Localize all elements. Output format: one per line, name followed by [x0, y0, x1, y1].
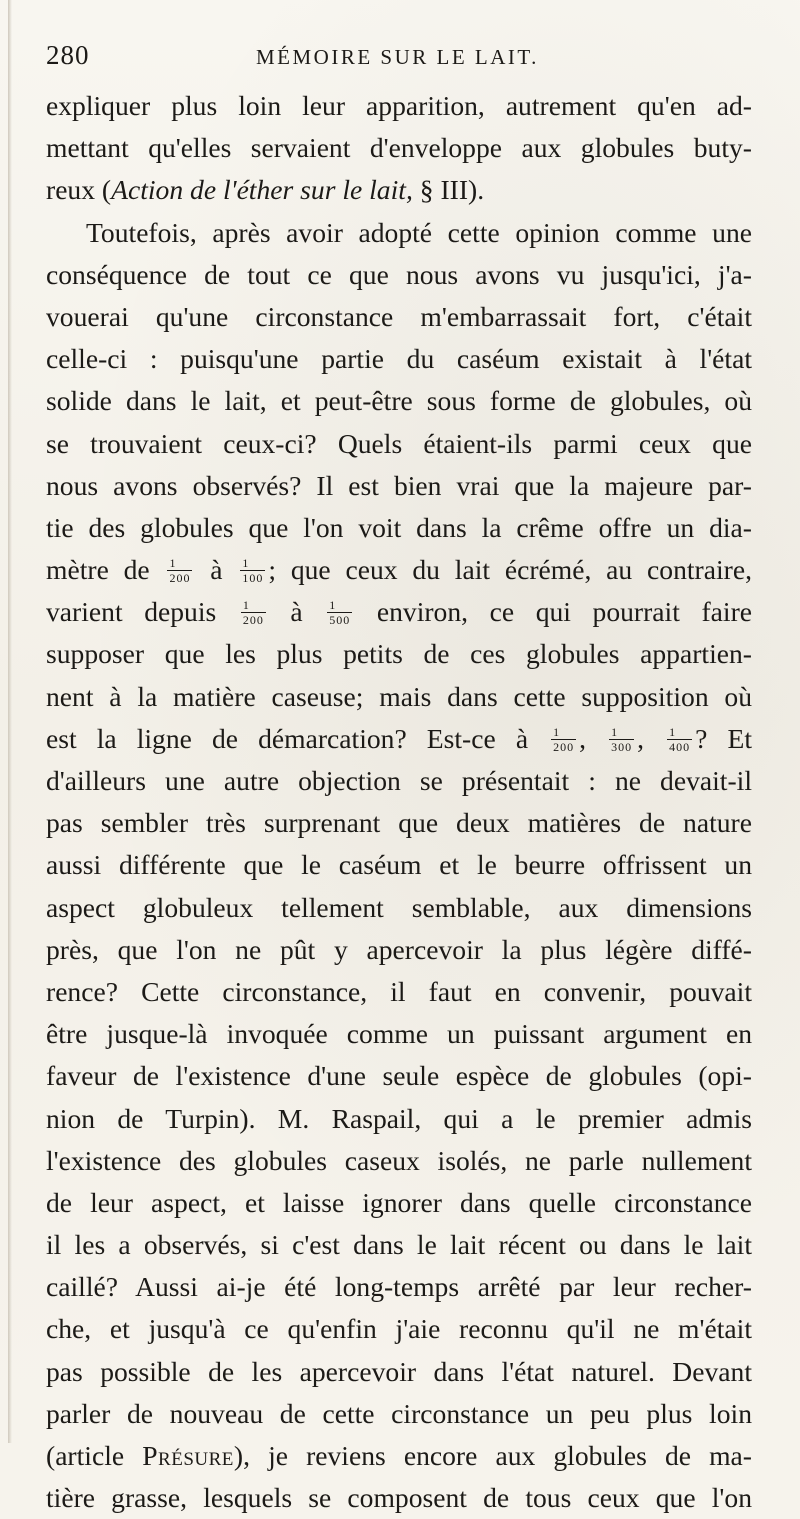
- text-line: pas possible de les apercevoir dans l'état naturel. Devant: [46, 1355, 752, 1387]
- fraction-1-400: [667, 726, 692, 753]
- text-line: pas sembler très surprenant que deux matières de nature: [46, 807, 752, 839]
- text-line: expliquer plus loin leur apparition, autrement qu'en ad-: [46, 90, 752, 121]
- italic-citation: Action de l'éther sur le lait,: [111, 174, 413, 206]
- fraction-1-100: [240, 557, 265, 584]
- small-caps-term: Présure: [142, 1440, 234, 1471]
- text-line: che, et jusqu'à ce qu'enfin j'aie reconnu qu'il ne m'était: [46, 1313, 752, 1345]
- fraction-numerator: 1: [167, 557, 192, 571]
- text-line: parler de nouveau de cette circonstance un peu plus loin: [46, 1397, 752, 1429]
- fraction-numerator: 1: [609, 726, 634, 740]
- text-line: nion de Turpin). M. Raspail, qui a le premier admis: [46, 1102, 752, 1134]
- text-line: mettant qu'elles servaient d'enveloppe aux globules buty-: [46, 132, 752, 164]
- text-line: supposer que les plus petits de ces globules appartien-: [46, 638, 752, 670]
- text-line: [46, 591, 752, 633]
- fraction-numerator: 1: [327, 599, 352, 613]
- text-span: ? Et: [695, 722, 753, 754]
- fraction-numerator: 1: [551, 726, 576, 740]
- text-span: varient depuis: [46, 596, 217, 628]
- fraction-denominator: 200: [553, 739, 575, 754]
- text-line: tie des globules que l'on voit dans la crême offre un dia-: [46, 511, 752, 543]
- text-line: [46, 549, 752, 591]
- text-line: aspect globuleux tellement semblable, aux dimensions: [46, 891, 752, 923]
- fraction-numerator: 1: [667, 726, 692, 740]
- body-text: [46, 85, 752, 1519]
- text-span: à: [290, 596, 303, 628]
- text-line: faveur de l'existence d'une seule espèce de globules (opi-: [46, 1060, 752, 1092]
- page-header: [46, 40, 756, 80]
- page-edge-shadow: [8, 0, 12, 1443]
- text-span: est la ligne de démarcation? Est-ce à: [46, 722, 529, 754]
- text-line: aussi différente que le caséum et le beurre offrissent un: [46, 849, 752, 881]
- fraction-1-300: [609, 726, 634, 753]
- text-line: il les a observés, si c'est dans le lait récent ou dans le lait: [46, 1229, 752, 1261]
- text-line: près, que l'on ne pût y apercevoir la plus légère diffé-: [46, 933, 752, 965]
- text-line: nous avons observés? Il est bien vrai que la majeure par-: [46, 469, 752, 501]
- text-line: conséquence de tout ce que nous avons vu jusqu'ici, j'a-: [46, 258, 752, 290]
- fraction-denominator: 200: [169, 571, 191, 586]
- text-span: ,: [637, 722, 645, 754]
- fraction-denominator: 500: [329, 613, 351, 628]
- fraction-denominator: 300: [611, 739, 633, 754]
- text-line: solide dans le lait, et peut-être sous forme de globules, où: [46, 385, 752, 417]
- fraction-denominator: 100: [242, 571, 264, 586]
- text-line: tière grasse, lesquels se composent de tous ceux que l'on: [46, 1482, 752, 1514]
- text-line: de leur aspect, et laisse ignorer dans quelle circonstance: [46, 1186, 752, 1218]
- text-line: nent à la matière caseuse; mais dans cette supposition où: [46, 680, 752, 712]
- text-line: rence? Cette circonstance, il faut en convenir, pouvait: [46, 975, 752, 1007]
- text-span: (article: [46, 1440, 143, 1471]
- text-line: [46, 169, 752, 211]
- page-number: 280: [46, 40, 90, 70]
- fraction-numerator: 1: [241, 599, 266, 613]
- text-span: ; que ceux du lait écrémé, au contraire,: [268, 554, 752, 586]
- fraction-denominator: 200: [242, 613, 264, 628]
- text-span: § III).: [412, 174, 485, 206]
- text-span: ,: [579, 722, 587, 754]
- fraction-1-200: [167, 557, 192, 584]
- text-line: vouerai qu'une circonstance m'embarrassait fort, c'était: [46, 300, 752, 332]
- text-line: se trouvaient ceux-ci? Quels étaient-ils parmi ceux que: [46, 427, 752, 459]
- text-span: mètre de: [46, 554, 150, 586]
- text-span: ), je reviens encore aux globules de ma-: [233, 1440, 752, 1471]
- text-line: [46, 1435, 752, 1477]
- fraction-denominator: 400: [669, 739, 691, 754]
- paragraph-start-line: Toutefois, après avoir adopté cette opinion comme une: [86, 216, 752, 248]
- text-span: reux (: [46, 174, 112, 206]
- text-span: environ, ce qui pourrait faire: [376, 596, 753, 628]
- text-line: [46, 718, 752, 760]
- fraction-numerator: 1: [240, 557, 265, 571]
- text-line: l'existence des globules caseux isolés, ne parle nullement: [46, 1144, 752, 1176]
- fraction-1-200: [551, 726, 576, 753]
- text-line: être jusque-là invoquée comme un puissant argument en: [46, 1018, 752, 1050]
- text-line: caillé? Aussi ai-je été long-temps arrêté par leur recher-: [46, 1271, 752, 1303]
- text-span: à: [210, 554, 223, 586]
- text-line: d'ailleurs une autre objection se présentait : ne devait-il: [46, 765, 752, 796]
- running-title: MÉMOIRE SUR LE LAIT.: [256, 45, 539, 69]
- fraction-1-200: [241, 599, 266, 626]
- text-line: celle-ci : puisqu'une partie du caséum existait à l'état: [46, 343, 752, 375]
- fraction-1-500: [327, 599, 352, 626]
